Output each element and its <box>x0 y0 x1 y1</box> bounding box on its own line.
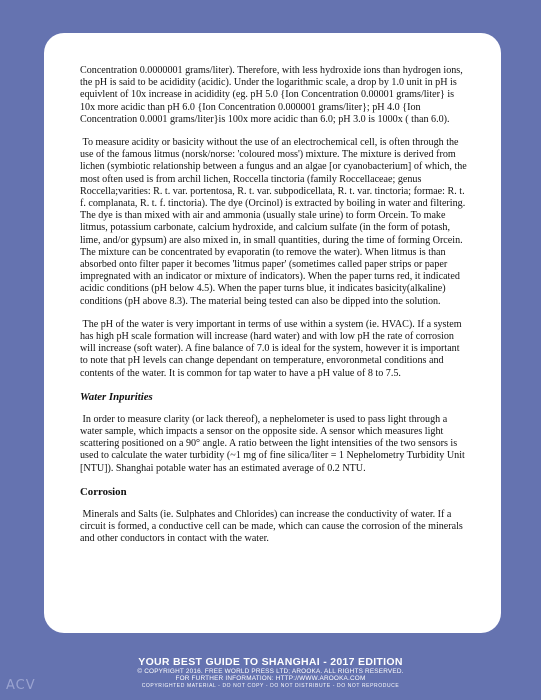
watermark-text: ACV <box>6 678 36 693</box>
document-page <box>44 33 501 633</box>
paragraph-turbidity: In order to measure clarity (or lack thereof), a nephelometer is used to pass light through a water sample, which impacts a sensor on the opposite side. A sensor which measures light scattering positioned on a 90° angle. A ratio between the light intensities of the two sensors is used to calculate the water turbidity (~1 mg of fine silica/liter = 1 Nephelometry Turbidity Unit [NTU]). Shanghai potable water has an estimated average of 0.2 NTU. <box>80 413 465 474</box>
paragraph-ph-scale: Concentration 0.0000001 grams/liter). Therefore, with less hydroxide ions than hydrogen ions, the pH is said to be acididity (acidic). Under the logarithmic scale, a drop by 1.0 unit in pH is equivlent of 10x increase in acididity (eg. pH 5.0 {Ion Concentration 0.00001 grams/liter} is 10x more acidic than pH 6.0 {Ion Concentration 0.000001 grams/liter}; pH 4.0 {Ion Concentration 0.0001 grams/liter}is 100x more acidic than 6.0; pH 3.0 is 1000x ( than 6.0). <box>80 65 463 125</box>
heading-corrosion: Corrosion <box>80 485 127 498</box>
heading-water-impurities: Water Inpurities <box>80 390 153 403</box>
page-footer <box>0 656 541 690</box>
paragraph-corrosion: Minerals and Salts (ie. Sulphates and Chlorides) can increase the conductivity of water. If a circuit is formed, a conductive cell can be made, which can cause the corrosion of the minerals and other conductors in contact with the water. <box>80 508 463 545</box>
paragraph-ph-systems: The pH of the water is very important in terms of use within a system (ie. HVAC). If a system has high pH scale formation will increase (hard water) and with low pH the rate of corrosion will increase (soft water). A fine balance of 7.0 is ideal for the system, however it is important to note that pH levels can change dependant on temperature, envoronmetal conditions and contents of the water. It is common for tap water to have a pH value of 8 to 7.5. <box>80 318 462 379</box>
footer-title: YOUR BEST GUIDE TO SHANGHAI - 2017 EDITION <box>138 656 403 668</box>
footer-info-link: FOR FURTHER INFORMATION: HTTP://WWW.AROOKA.COM <box>175 675 366 683</box>
footer-notice: COPYRIGHTED MATERIAL - DO NOT COPY - DO NOT DISTRIBUTE - DO NOT REPRODUCE <box>141 682 400 689</box>
footer-copyright: © COPYRIGHT 2016. FREE WORLD PRESS LTD; AROOKA. ALL RIGHTS RESERVED. <box>137 668 404 675</box>
paragraph-litmus: To measure acidity or basicity without the use of an electrochemical cell, is often through the use of the famous litmus (norsk/norse: 'coloured moss') mixture. The mixture is derived from lichen (symbiotic relationship between a fungus and an algae [or cyanobacterium] of which, the most often used is from archil lichen, Roccella tinctoria (family Roccellaceae; genus Roccella;varities: R. t. var. portentosa, R. t. var. subpodicellata, R. t. var. tinctoria; formae: R. t. f. complanata, R. t. f. tinctoria). The dye (Orcinol) is extracted by boiling in water and filtering. The dye is than mixed with air and ammonia (usually stale urine) to form Orcein. To make litmus, potassium carbonate, calcium hydroxide, and calcium sulfate (in the form of potash, lime, and/or gypsum) are also mixed in, in small quantities, during the time of forming Orcein. The mixture can be concentrated by evaporatin (to remove the water). When litmus is than absorbed onto filter paper it becomes 'litmus paper' (sometimes called paper strips or paper impregnated with an indicator or mixture of indicators). When the paper turns red, it indicated acidic conditions (pH below 4.5). When the paper turns blue, it indicates basicity(alkaline) conditions (pH above 8.3). The material being tested can also be dipped into the solution. <box>80 137 467 307</box>
